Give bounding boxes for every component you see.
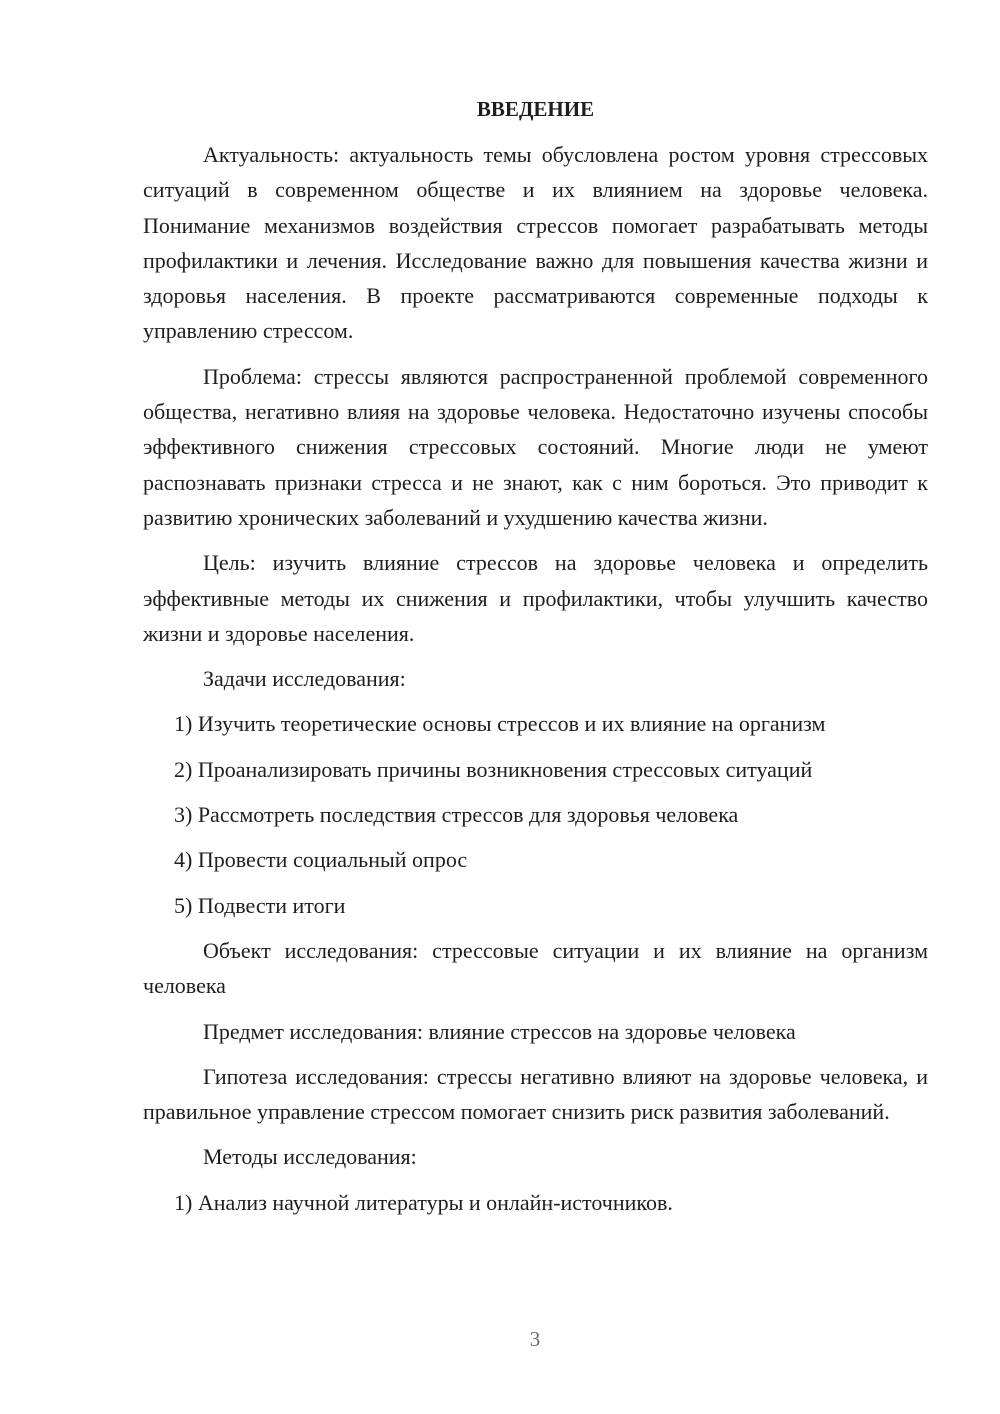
tasks-list <box>143 706 928 922</box>
tasks-heading: Задачи исследования: <box>203 666 406 692</box>
hypothesis-paragraph: Гипотеза исследования: стрессы негативно влияют на здоровье человека, и правильное управление стрессом помогает снизить риск развития заболеваний. <box>143 1063 928 1125</box>
object-paragraph: Объект исследования: стрессовые ситуации и их влияние на организм человека <box>143 937 928 999</box>
goal-paragraph: Цель: изучить влияние стрессов на здоровье человека и определить эффективные методы их снижения и профилактики, чтобы улучшить качество жизни и здоровье населения. <box>143 550 928 646</box>
page-number: 3 <box>529 1327 541 1351</box>
relevance-paragraph: Актуальность: актуальность темы обусловлена ростом уровня стрессовых ситуаций в современном обществе и их влиянием на здоровье человека. Понимание механизмов воздействия стрессов помогает разрабатывать методы профилактики и лечения. Исследование важно для повышения качества жизни и здоровья населения. В проекте рассматриваются современные подходы к управлению стрессом. <box>143 142 928 344</box>
list-item: 4) Провести социальный опрос <box>174 847 468 873</box>
subject-paragraph: Предмет исследования: влияние стрессов на здоровье человека <box>203 1018 796 1044</box>
list-item: 1) Изучить теоретические основы стрессов и их влияние на организм <box>174 711 826 737</box>
list-item: 2) Проанализировать причины возникновения стрессовых ситуаций <box>174 756 813 782</box>
list-item: 1) Анализ научной литературы и онлайн-источников. <box>174 1189 673 1215</box>
problem-paragraph: Проблема: стрессы являются распространенной проблемой современного общества, негативно влияя на здоровье человека. Недостаточно изучены способы эффективного снижения стрессовых состояний. Многие люди не умеют распознавать признаки стресса и не знают, как с ним бороться. Это приводит к развитию хронических заболеваний и ухудшению качества жизни. <box>143 363 928 530</box>
list-item: 5) Подвести итоги <box>174 892 346 918</box>
methods-heading: Методы исследования: <box>203 1144 417 1170</box>
list-item: 3) Рассмотреть последствия стрессов для здоровья человека <box>174 802 739 828</box>
document-page <box>143 92 928 1230</box>
methods-list <box>143 1185 928 1220</box>
section-title: ВВЕДЕНИЕ <box>476 97 595 121</box>
